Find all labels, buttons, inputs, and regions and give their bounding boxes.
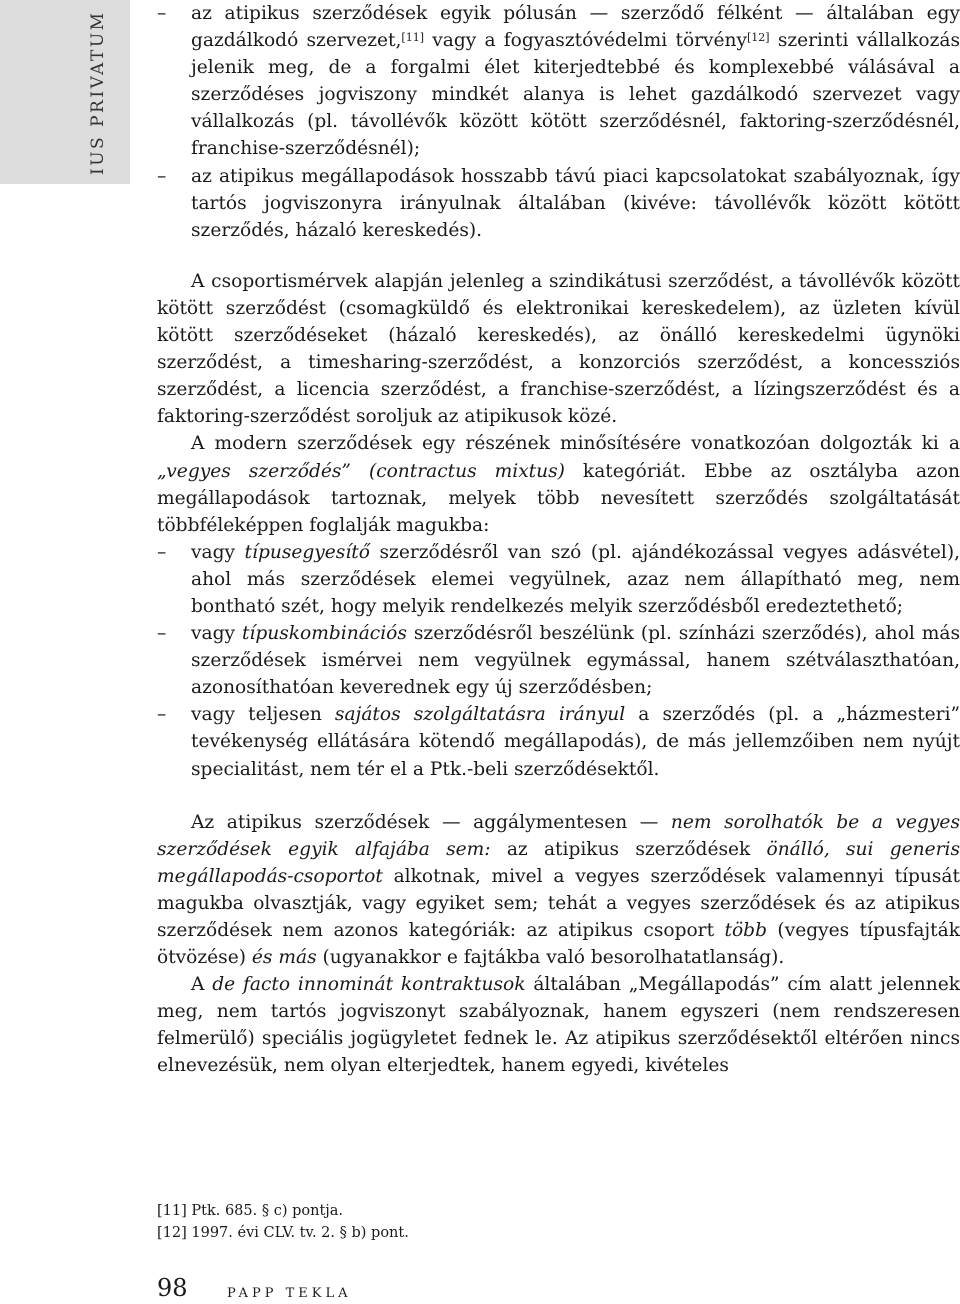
text-run: vagy	[191, 623, 242, 645]
footnote-11: [11] Ptk. 685. § c) pontja.	[157, 1203, 344, 1219]
paragraph-1	[157, 268, 960, 431]
text-run: Az atipikus szerződések — aggálymentesen —	[191, 811, 671, 833]
emphasis-text: „vegyes szerződés” (contractus mixtus)	[157, 460, 565, 482]
emphasis-text: önálló, sui generis megállapodás-csoportot	[157, 838, 960, 887]
list-item	[157, 163, 960, 244]
list-item	[157, 0, 960, 163]
text-run: A csoportismérvek alapján jelenleg a szindikátusi szerződést, a távollévők között kötött szerződést (csomagküldő és elektronikai kereskedelem), az üzleten kívül kötött szerződéseket (házaló kereskedés), az önálló kereskedelmi ügynöki szerződést, a timesharing-szerződést, a konzorciós szerződést, a koncessziós szerződést, a licencia szerződést, a franchise-szerződést, a lízingszerződést és a faktoring-szerződést soroljuk az atipikusok közé.	[157, 270, 960, 428]
dash-marker: –	[157, 704, 167, 726]
emphasis-text: nem sorolhatók be a vegyes szerződések egyik alfajába sem:	[157, 811, 960, 860]
paragraph-3	[157, 809, 960, 972]
text-run: A	[191, 974, 213, 996]
text-run: szerződésről beszélünk (pl. színházi szerződés), ahol más szerződések ismérvei nem vegyülnek egymással, hanem szétválaszthatóan, azonosíthatóan keverednek egy új szerződésben;	[191, 623, 960, 699]
page-body	[157, 0, 960, 1080]
text-run: szerződésről van szó (pl. ajándékozással vegyes adásvétel), ahol más szerződések elemei vegyülnek, azaz nem állapítható meg, nem bontható szét, hogy melyik rendelkezés melyik szerződésből eredeztethető;	[191, 541, 960, 617]
text-run: általában „Megállapodás” cím alatt jelennek meg, nem tartós jogviszonyt szabályoznak, hanem egyszeri (nem rendszeresen felmerülő) speciális jogügyletet fednek le. Az atipikus szerződésektől eltérően nincs elnevezésük, nem olyan elterjedtek, hanem egyedi, kivételes	[157, 974, 960, 1077]
text-run: szerinti vállalkozás jelenik meg, de a forgalmi élet kiterjedtebbé és komplexebbé válásával a szerződéses jogviszony mindkét alanya is lehet gazdálkodó szervezet vagy vállalkozás (pl. távollévők között kötött szerződésnél, faktoring-szerződésnél, franchise-szerződésnél);	[191, 30, 960, 160]
bullet-list-top	[157, 0, 960, 244]
emphasis-text: típuskombinációs	[241, 623, 407, 645]
dash-marker: –	[157, 3, 167, 24]
dash-marker: –	[157, 541, 167, 563]
side-tab	[0, 0, 130, 184]
text-run: alkotnak, mivel a vegyes szerződések valamennyi típusát magukba olvasztják, vagy egyiket sem; tehát a vegyes szerződések és az atipikus szerződések nem azonos kategóriák: az atipikus csoport	[157, 865, 960, 941]
text-run: vagy a fogyasztóvédelmi törvény	[424, 30, 748, 52]
emphasis-text: típusegyesítő	[244, 541, 370, 563]
journal-name: IUS PRIVATUM	[88, 10, 108, 176]
emphasis-text: több	[724, 920, 767, 941]
footnote-12: [12] 1997. évi CLV. tv. 2. § b) pont.	[157, 1225, 409, 1241]
emphasis-text: de facto innominát kontraktusok	[212, 974, 526, 996]
text-run: az atipikus szerződések	[490, 838, 767, 860]
text-run: vagy	[191, 541, 245, 563]
text-run: az atipikus megállapodások hosszabb távú piaci kapcsolatokat szabályoznak, így tartós jogviszonyra irányulnak általában (kivéve: távollévők között kötött szerződés, házaló kereskedés).	[191, 165, 960, 241]
footnote-ref: [12]	[747, 31, 770, 45]
bullet-list-mid	[157, 539, 960, 783]
text-run: A modern szerződések egy részének minősítésére vonatkozóan dolgozták ki a	[191, 433, 960, 455]
footnotes	[157, 1200, 409, 1244]
paragraph-4	[157, 971, 960, 1079]
text-run: kategóriát. Ebbe az osztályba azon megállapodások tartoznak, melyek több nevesített szerződés szolgáltatását többféleképpen foglalják magukba:	[157, 460, 960, 536]
text-run: a szerződés (pl. a „házmesteri” tevékenység ellátására kötendő megállapodás), de más jellemzőiben nem nyújt specialitást, nem tér el a Ptk.-beli szerződésektől.	[191, 704, 960, 780]
paragraph-2	[157, 430, 960, 538]
page-footer	[157, 1274, 757, 1304]
list-item	[157, 539, 960, 620]
text-run: (ugyanakkor e fajtákba való besorolhatatlanság).	[316, 947, 785, 969]
list-item	[157, 701, 960, 782]
footnote-ref: [11]	[401, 31, 425, 45]
text-run: (vegyes típusfajták ötvözése)	[157, 920, 960, 969]
emphasis-text: sajátos szolgáltatásra irányul	[334, 704, 626, 726]
page-number: 98	[157, 1274, 188, 1302]
dash-marker: –	[157, 623, 167, 645]
list-item	[157, 620, 960, 701]
emphasis-text: és más	[251, 947, 317, 969]
running-author: PAPP TEKLA	[227, 1286, 352, 1301]
text-run: az atipikus szerződések egyik pólusán — szerződő félként — általában egy gazdálkodó szervezet,	[191, 3, 960, 52]
dash-marker: –	[157, 165, 167, 187]
text-run: vagy teljesen	[191, 704, 335, 726]
